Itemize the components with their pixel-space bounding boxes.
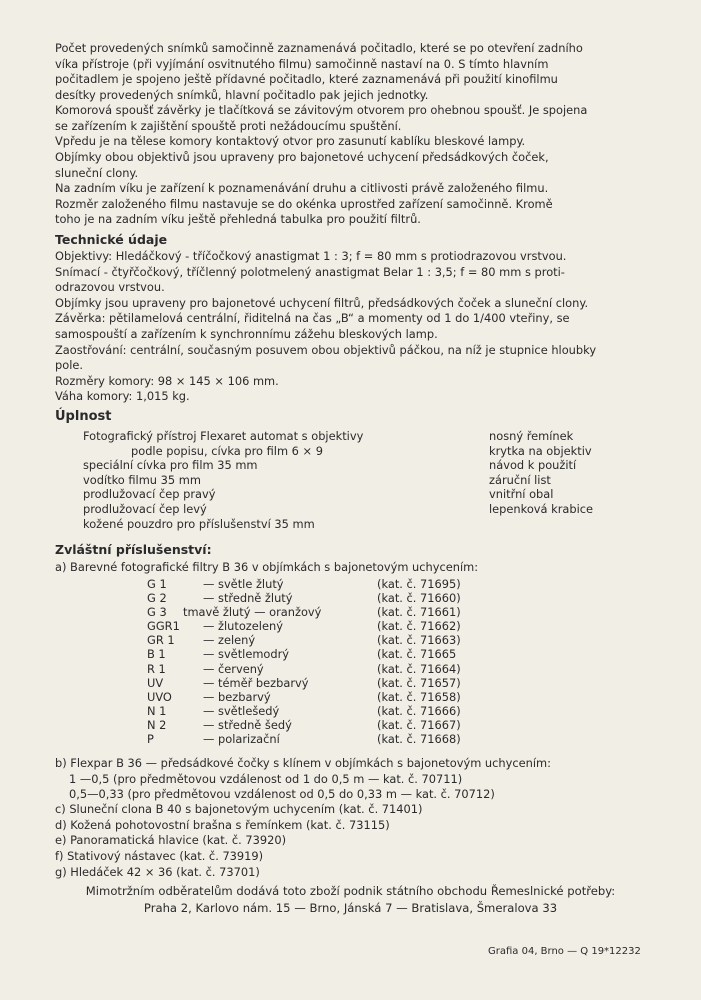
- filter-description: — polarizační: [203, 732, 280, 747]
- list-item: g) Hledáček 42 × 36 (kat. č. 73701): [55, 864, 260, 879]
- filter-code: UVO: [147, 689, 172, 704]
- printer-imprint: Grafia 04, Brno — Q 19*12232: [488, 946, 641, 957]
- list-item: záruční list: [489, 472, 551, 487]
- intro-paragraph-shutter-release: [55, 103, 655, 134]
- text-line: Mimotržním odběratelům dodává toto zboží podnik státního obchodu Řemeslnické potřeby:: [85, 884, 616, 898]
- catalog-number: (kat. č. 71665: [377, 647, 457, 662]
- filter-description: — světle žlutý: [203, 577, 284, 591]
- text-line: toho je na zadním víku ještě přehledná tabulka pro použití filtrů.: [55, 212, 421, 227]
- list-item: e) Panoramatická hlavice (kat. č. 73920): [55, 833, 287, 848]
- text-line: 0,5—0,33 (pro předmětovou vzdálenost od 0,5 do 0,33 m — kat. č. 70712): [69, 787, 495, 802]
- catalog-number: (kat. č. 71695): [377, 577, 461, 591]
- text-line: počitadlem je spojeno ještě přídavné počitadlo, které zaznamenává při použití kinofilmu: [55, 72, 558, 87]
- filter-code: B 1: [147, 647, 166, 662]
- catalog-number: (kat. č. 71664): [377, 661, 461, 676]
- text-line: Zaostřování: centrální, současným posuvem obou objektivů páčkou, na níž je stupnice hloubky: [55, 342, 597, 357]
- text-line: Rozměry komory: 98 × 145 × 106 mm.: [55, 373, 279, 388]
- filter-code: G 1: [147, 577, 167, 591]
- intro-paragraph-counter: [55, 41, 655, 103]
- filter-description: — téměř bezbarvý: [203, 675, 309, 690]
- text-line: Objímky jsou upraveny pro bajonetové uchycení filtrů, předsádkových čoček a sluneční clony.: [55, 295, 589, 310]
- catalog-number: (kat. č. 71658): [377, 689, 461, 704]
- filter-description: — žlutozelený: [203, 619, 283, 634]
- filter-description: — středně žlutý: [203, 591, 293, 606]
- text-line: 1 —0,5 (pro předmětovou vzdálenost od 1 do 0,5 m — kat. č. 70711): [69, 771, 463, 786]
- list-item: d) Kožená pohotovostní brašna s řemínkem (kat. č. 73115): [55, 817, 390, 832]
- text-line: b) Flexpar B 36 — předsádkové čočky s klínem v objímkách s bajonetovým uchycením:: [55, 756, 551, 770]
- intro-paragraph-lens-mounts: [55, 150, 655, 181]
- technical-data-heading: Technické údaje: [55, 232, 168, 247]
- list-item: krytka na objektiv: [489, 443, 592, 458]
- flexpar-section: [55, 756, 655, 803]
- list-item: speciální cívka pro film 35 mm: [83, 458, 258, 473]
- filter-description: — zelený: [203, 633, 256, 648]
- list-item: prodlužovací čep levý: [83, 501, 207, 516]
- catalog-number: (kat. č. 71663): [377, 633, 461, 648]
- filter-description: — červený: [203, 661, 264, 676]
- filter-code: UV: [147, 675, 164, 690]
- filter-code: N 2: [147, 717, 167, 732]
- catalog-number: (kat. č. 71666): [377, 703, 461, 718]
- text-line: odrazovou vrstvou.: [55, 280, 165, 295]
- text-line: se zařízením k zajištění spouště proti nežádoucímu spuštění.: [55, 118, 402, 133]
- text-line: Snímací - čtyřčočkový, tříčlenný polotmelený anastigmat Belar 1 : 3,5; f = 80 mm s proti-: [55, 264, 565, 279]
- list-item: f) Stativový nástavec (kat. č. 73919): [55, 849, 264, 864]
- list-item: vodítko filmu 35 mm: [83, 472, 201, 487]
- text-line: Objektivy: Hledáčkový - tříčočkový anastigmat 1 : 3; f = 80 mm s protiodrazovou vrstvou.: [55, 249, 567, 263]
- filter-code: N 1: [147, 703, 167, 718]
- filter-code: G 3: [147, 605, 167, 620]
- text-line: Objímky obou objektivů jsou upraveny pro bajonetové uchycení předsádkových čoček,: [55, 150, 549, 164]
- filter-description: — světlemodrý: [203, 647, 290, 662]
- text-line: Praha 2, Karlovo nám. 15 — Brno, Jánská 7 — Bratislava, Šmeralova 33: [143, 901, 558, 915]
- filter-code: GR 1: [147, 633, 175, 648]
- text-line: samospouští a zařízením k synchronnímu zážehu bleskových lamp.: [55, 326, 438, 341]
- catalog-number: (kat. č. 71667): [377, 717, 461, 732]
- list-item: lepenková krabice: [489, 501, 594, 516]
- text-line: sluneční clony.: [55, 165, 139, 180]
- technical-data-text: [55, 249, 655, 405]
- list-item: Fotografický přístroj Flexaret automat s objektivy: [83, 429, 364, 443]
- catalog-number: (kat. č. 71661): [377, 605, 461, 620]
- text-line: Komorová spoušť závěrky je tlačítková se závitovým otvorem pro ohebnou spoušť. Je spojena: [55, 103, 588, 117]
- text-line: víka přístroje (při vyjímání osvitnutého filmu) samočinně nastaví na 0. S tímto hlavním: [55, 56, 549, 71]
- text-line: Rozměr založeného filmu nastavuje se do okénka uprostřed zařízení samočinně. Kromě: [55, 196, 553, 211]
- filters-intro: a) Barevné fotografické filtry B 36 v objímkách s bajonetovým uchycením:: [55, 560, 479, 574]
- distributor-note: [0, 883, 701, 917]
- text-line: Vpředu je na tělese komory kontaktový otvor pro zasunutí kablíku bleskové lampy.: [55, 134, 526, 148]
- filter-description: tmavě žlutý — oranžový: [183, 605, 322, 620]
- text-line: pole.: [55, 358, 83, 373]
- completeness-right-list: [489, 429, 593, 517]
- intro-paragraph-back-cover: [55, 181, 655, 228]
- intro-paragraph-flash-contact: [55, 134, 655, 150]
- catalog-number: (kat. č. 71662): [377, 619, 461, 634]
- text-line: Váha komory: 1,015 kg.: [55, 389, 190, 404]
- filter-code: R 1: [147, 661, 166, 676]
- text-line: Závěrka: pětilamelová centrální, řiditelná na čas „B“ a momenty od 1 do 1/400 vteřiny, se: [55, 311, 570, 326]
- filter-description: — světlešedý: [203, 703, 280, 718]
- completeness-heading: Úplnost: [55, 409, 112, 424]
- text-line: desítky provedených snímků, hlavní počitadlo pak jejich jednotky.: [55, 87, 429, 102]
- completeness-left-list: [83, 429, 363, 531]
- list-item: podle popisu, cívka pro film 6 × 9: [131, 443, 323, 458]
- accessories-heading: Zvláštní příslušenství:: [55, 542, 212, 557]
- other-accessories-list: [55, 802, 655, 881]
- text-line: Počet provedených snímků samočinně zaznamenává počitadlo, které se po otevření zadního: [55, 41, 583, 55]
- text-line: Na zadním víku je zařízení k poznamenávání druhu a citlivosti právě založeného filmu.: [55, 181, 549, 195]
- catalog-number: (kat. č. 71660): [377, 591, 461, 606]
- filter-code: G 2: [147, 591, 167, 606]
- list-item: prodlužovací čep pravý: [83, 487, 216, 502]
- list-item: návod k použití: [489, 458, 577, 473]
- list-item: vnitřní obal: [489, 487, 554, 502]
- catalog-number: (kat. č. 71668): [377, 732, 461, 747]
- filter-description: — bezbarvý: [203, 689, 271, 704]
- list-item: nosný řemínek: [489, 429, 574, 443]
- catalog-number: (kat. č. 71657): [377, 675, 461, 690]
- list-item: c) Sluneční clona B 40 s bajonetovým uchycením (kat. č. 71401): [55, 802, 423, 816]
- filter-code: GGR1: [147, 619, 180, 634]
- filter-description: — středně šedý: [203, 717, 292, 732]
- list-item: kožené pouzdro pro příslušenství 35 mm: [83, 516, 315, 531]
- filter-code: P: [147, 732, 154, 747]
